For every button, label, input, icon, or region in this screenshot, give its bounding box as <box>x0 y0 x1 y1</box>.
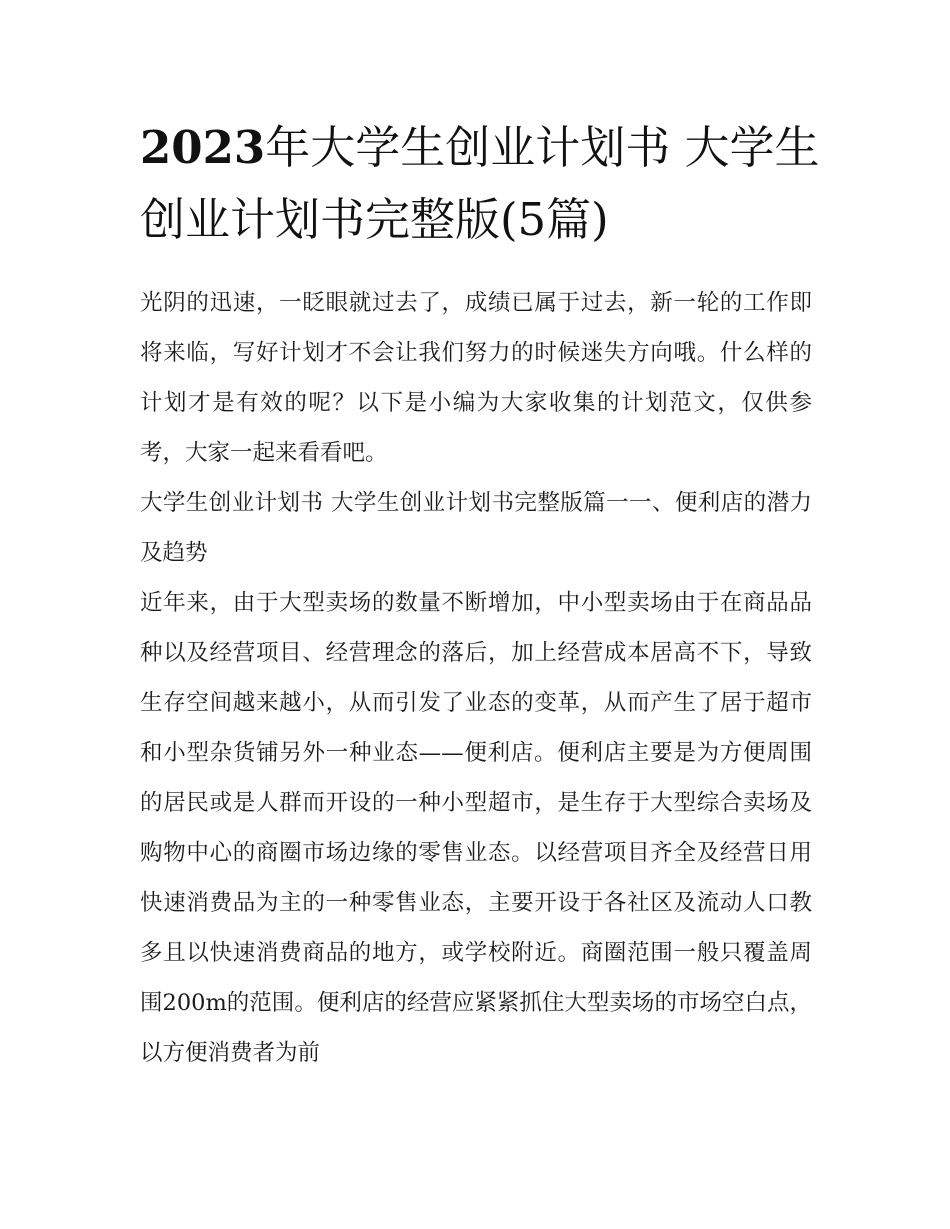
document-title <box>140 112 820 256</box>
body-paragraph: 近年来，由于大型卖场的数量不断增加，中小型卖场由于在商品品种以及经营项目、经营理念的落后，加上经营成本居高不下，导致生存空间越来越小，从而引发了业态的变革，从而产生了居于超市和小型杂货铺另外一种业态——便利店。便利店主要是为方便周围的居民或是人群而开设的一种小型超市，是生存于大型综合卖场及购物中心的商圈市场边缘的零售业态。以经营项目齐全及经营日用快速消费品为主的一种零售业态，主要开设于各社区及流动人口教多且以快速消费商品的地方，或学校附近。商圈范围一般只覆盖周围200m的范围。便利店的经营应紧紧抓住大型卖场的市场空白点，以方便消费者为前 <box>140 590 812 1066</box>
title-text: 年大学生创业计划书 大学生创业计划书完整版(5篇) <box>140 121 820 246</box>
section-heading-paragraph: 大学生创业计划书 大学生创业计划书完整版篇一一、便利店的潜力及趋势 <box>140 490 812 566</box>
intro-paragraph: 光阴的迅速，一眨眼就过去了，成绩已属于过去，新一轮的工作即将来临，写好计划才不会让我们努力的时候迷失方向哦。什么样的计划才是有效的呢？以下是小编为大家收集的计划范文，仅供参考，大家一起来看看吧。 <box>140 290 812 466</box>
title-year: 2023 <box>140 121 266 174</box>
